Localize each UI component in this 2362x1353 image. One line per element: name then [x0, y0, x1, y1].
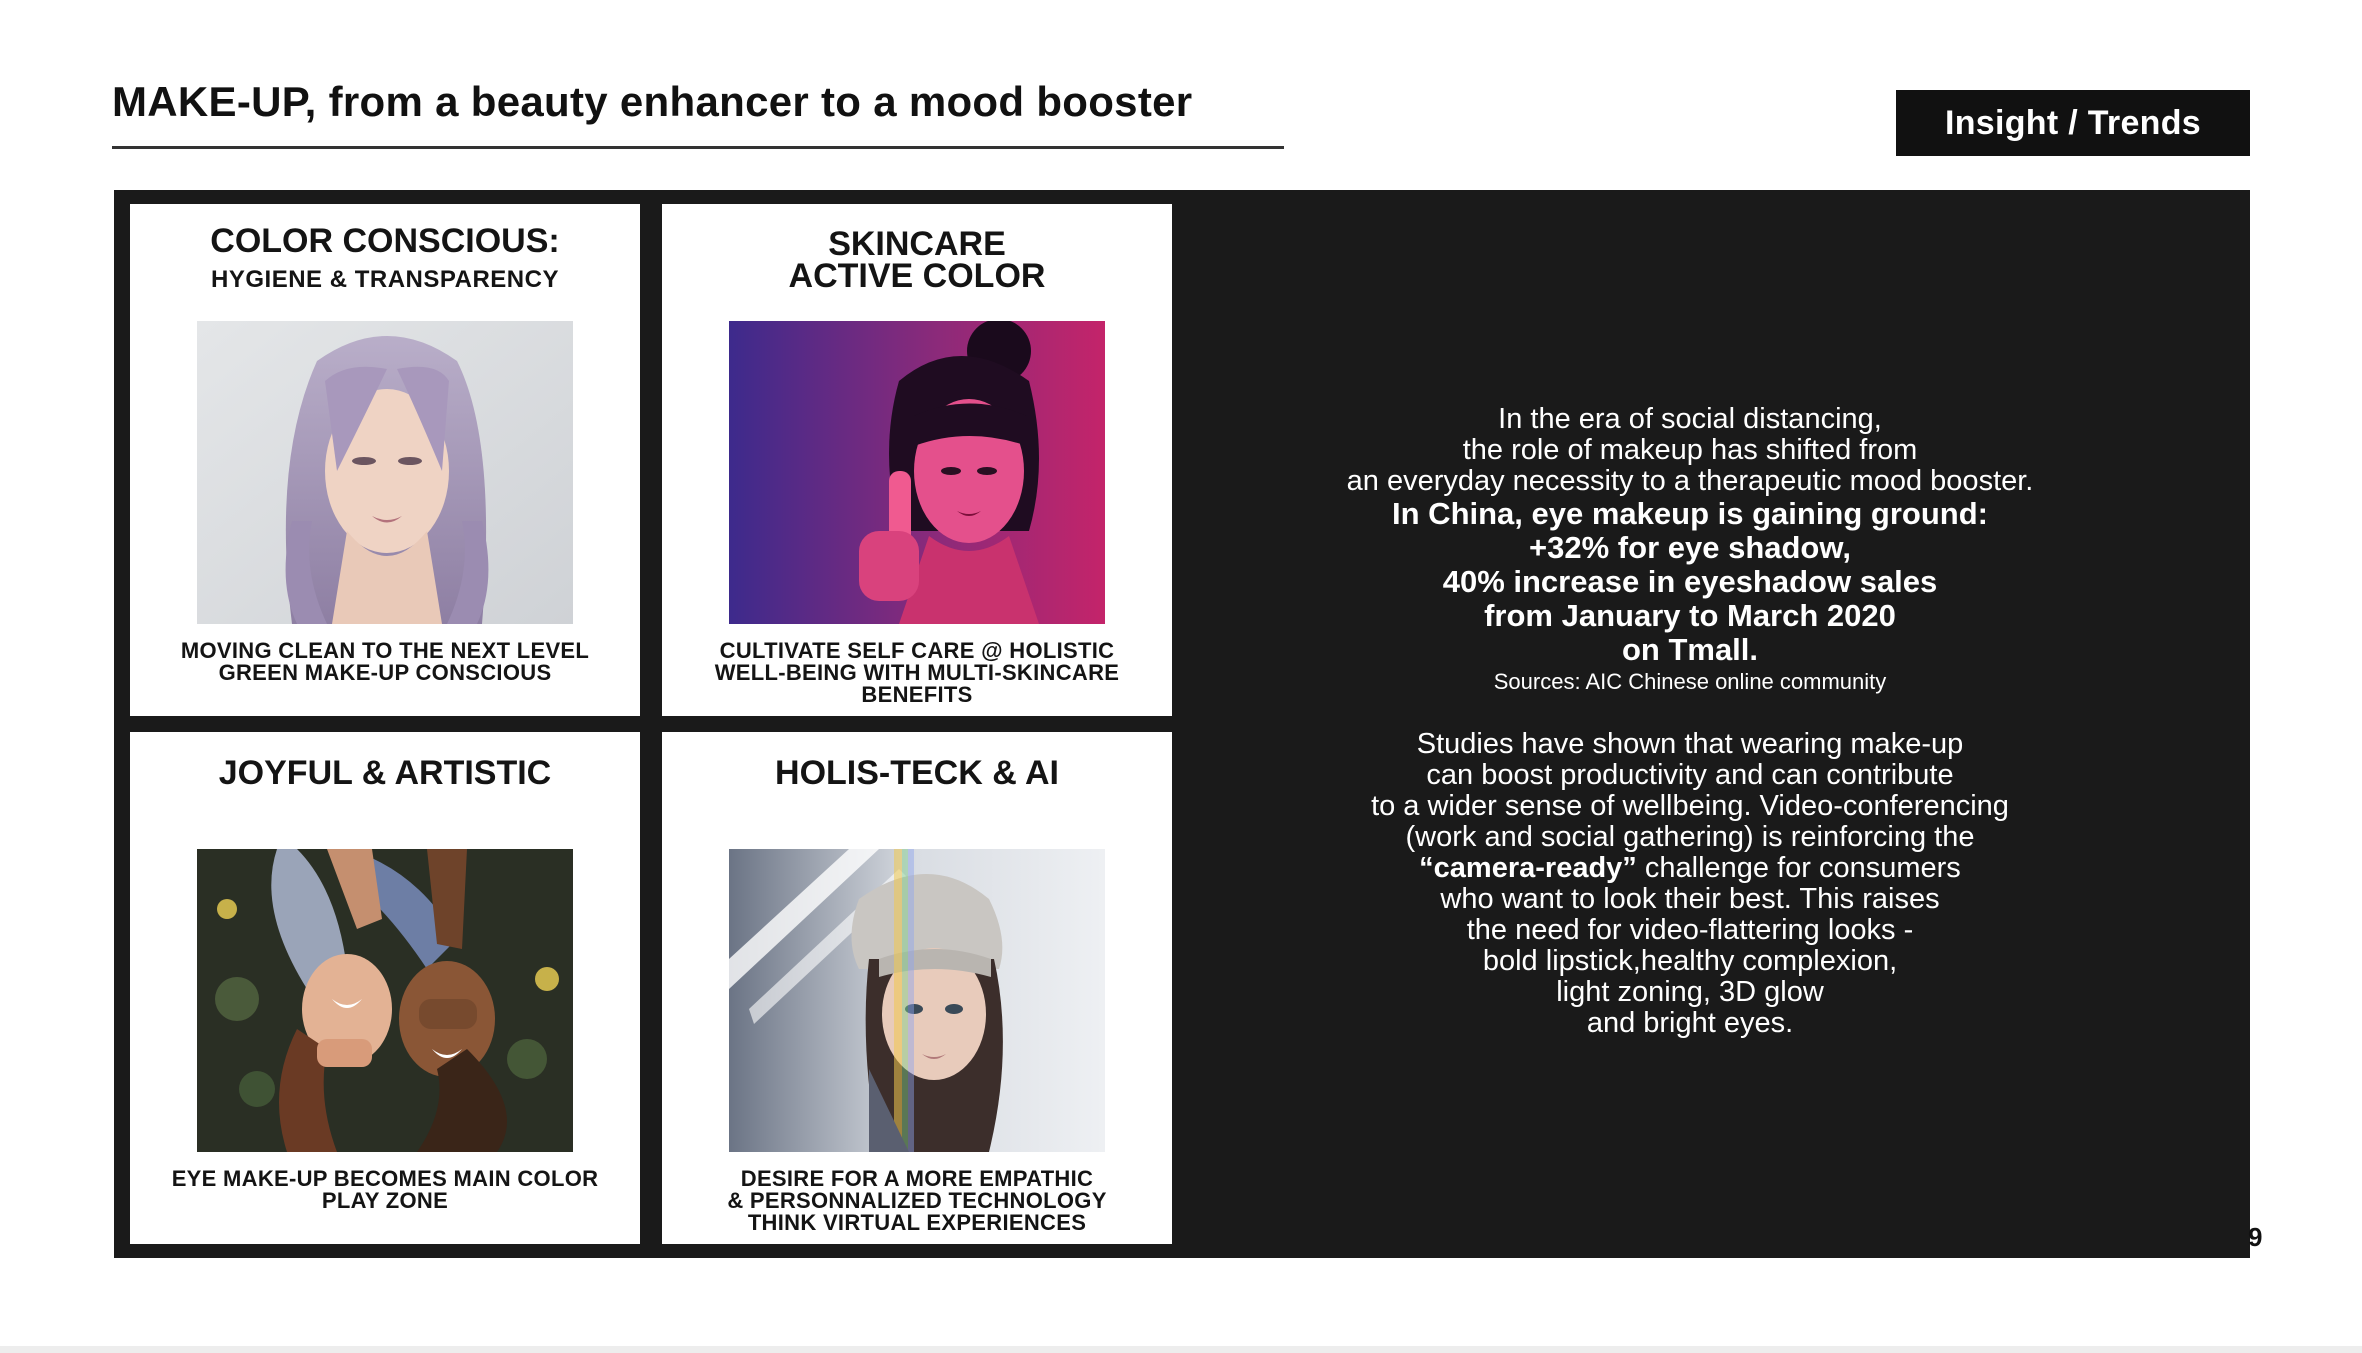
card-caption: [140, 1168, 630, 1212]
study-line: and bright eyes.: [1586, 1007, 1794, 1039]
study-line-emphasis: [1280, 853, 2100, 884]
caption-line: WELL-BEING WITH MULTI-SKINCARE: [714, 660, 1120, 685]
card-subtitle: HYGIENE & TRANSPARENCY: [211, 266, 559, 293]
caption-line: DESIRE FOR A MORE EMPATHIC: [740, 1166, 1094, 1191]
study-line: light zoning, 3D glow: [1556, 976, 1824, 1008]
study-line: can boost productivity and can contribute: [1426, 759, 1954, 791]
portrait-beanie-prism-photo: [729, 849, 1105, 1152]
caption-line: PLAY ZONE: [321, 1188, 449, 1213]
intro-line: an everyday necessity to a therapeutic mood booster.: [1346, 465, 2034, 497]
card-title: COLOR CONSCIOUS:: [210, 222, 560, 260]
card-caption: [672, 1168, 1162, 1234]
highlight-line: from January to March 2020: [1484, 598, 1896, 633]
caption-line: MOVING CLEAN TO THE NEXT LEVEL: [180, 638, 590, 663]
caption-line: & PERSONNALIZED TECHNOLOGY: [727, 1188, 1107, 1213]
source-note: Sources: AIC Chinese online community: [1493, 669, 1887, 694]
bottom-strip: [0, 1346, 2362, 1353]
study-line: Studies have shown that wearing make-up: [1416, 728, 1964, 760]
intro-line: In the era of social distancing,: [1498, 403, 1882, 435]
two-women-lying-photo: [197, 849, 573, 1152]
card-color-conscious: [130, 204, 640, 716]
card-title: HOLIS-TECK & AI: [775, 754, 1059, 792]
card-joyful-artistic: [130, 732, 640, 1244]
caption-line: BENEFITS: [861, 682, 973, 707]
highlight-line: In China, eye makeup is gaining ground:: [1392, 496, 1988, 531]
card-skincare-active-color: [662, 204, 1172, 716]
portrait-neon-light-photo: [729, 321, 1105, 624]
caption-line: GREEN MAKE-UP CONSCIOUS: [218, 660, 552, 685]
highlight-line: +32% for eye shadow,: [1529, 530, 1851, 565]
card-caption: [140, 640, 630, 684]
camera-ready-phrase: “camera-ready”: [1419, 852, 1637, 884]
caption-line: EYE MAKE-UP BECOMES MAIN COLOR: [171, 1166, 599, 1191]
highlight-line: on Tmall.: [1621, 632, 1759, 667]
section-tag: Insight / Trends: [1896, 90, 2250, 156]
portrait-lavender-hair-photo: [197, 321, 573, 624]
page-number: 9: [2248, 1222, 2263, 1252]
title-underline: [112, 146, 1284, 149]
card-title-line: ACTIVE COLOR: [788, 257, 1046, 295]
card-holis-teck-ai: [662, 732, 1172, 1244]
study-line: the need for video-flattering looks -: [1466, 914, 1914, 946]
highlight-line: 40% increase in eyeshadow sales: [1442, 564, 1938, 599]
insight-text: [1280, 404, 2100, 1039]
study-line: to a wider sense of wellbeing. Video-conferencing: [1371, 790, 2009, 822]
study-line: (work and social gathering) is reinforcing the: [1405, 821, 1975, 853]
caption-line: THINK VIRTUAL EXPERIENCES: [747, 1210, 1087, 1235]
slide-title: MAKE-UP, from a beauty enhancer to a mood booster: [112, 78, 1193, 125]
caption-line: CULTIVATE SELF CARE @ HOLISTIC: [719, 638, 1115, 663]
card-title: JOYFUL & ARTISTIC: [218, 754, 552, 792]
intro-line: the role of makeup has shifted from: [1462, 434, 1918, 466]
card-title: [662, 225, 1172, 295]
study-line: bold lipstick,healthy complexion,: [1482, 945, 1898, 977]
card-title-line: SKINCARE: [828, 225, 1006, 263]
study-line: who want to look their best. This raises: [1440, 883, 1940, 915]
card-caption: [672, 640, 1162, 706]
study-line-tail: challenge for consumers: [1636, 852, 1961, 884]
paragraph-gap: [1280, 697, 2100, 729]
